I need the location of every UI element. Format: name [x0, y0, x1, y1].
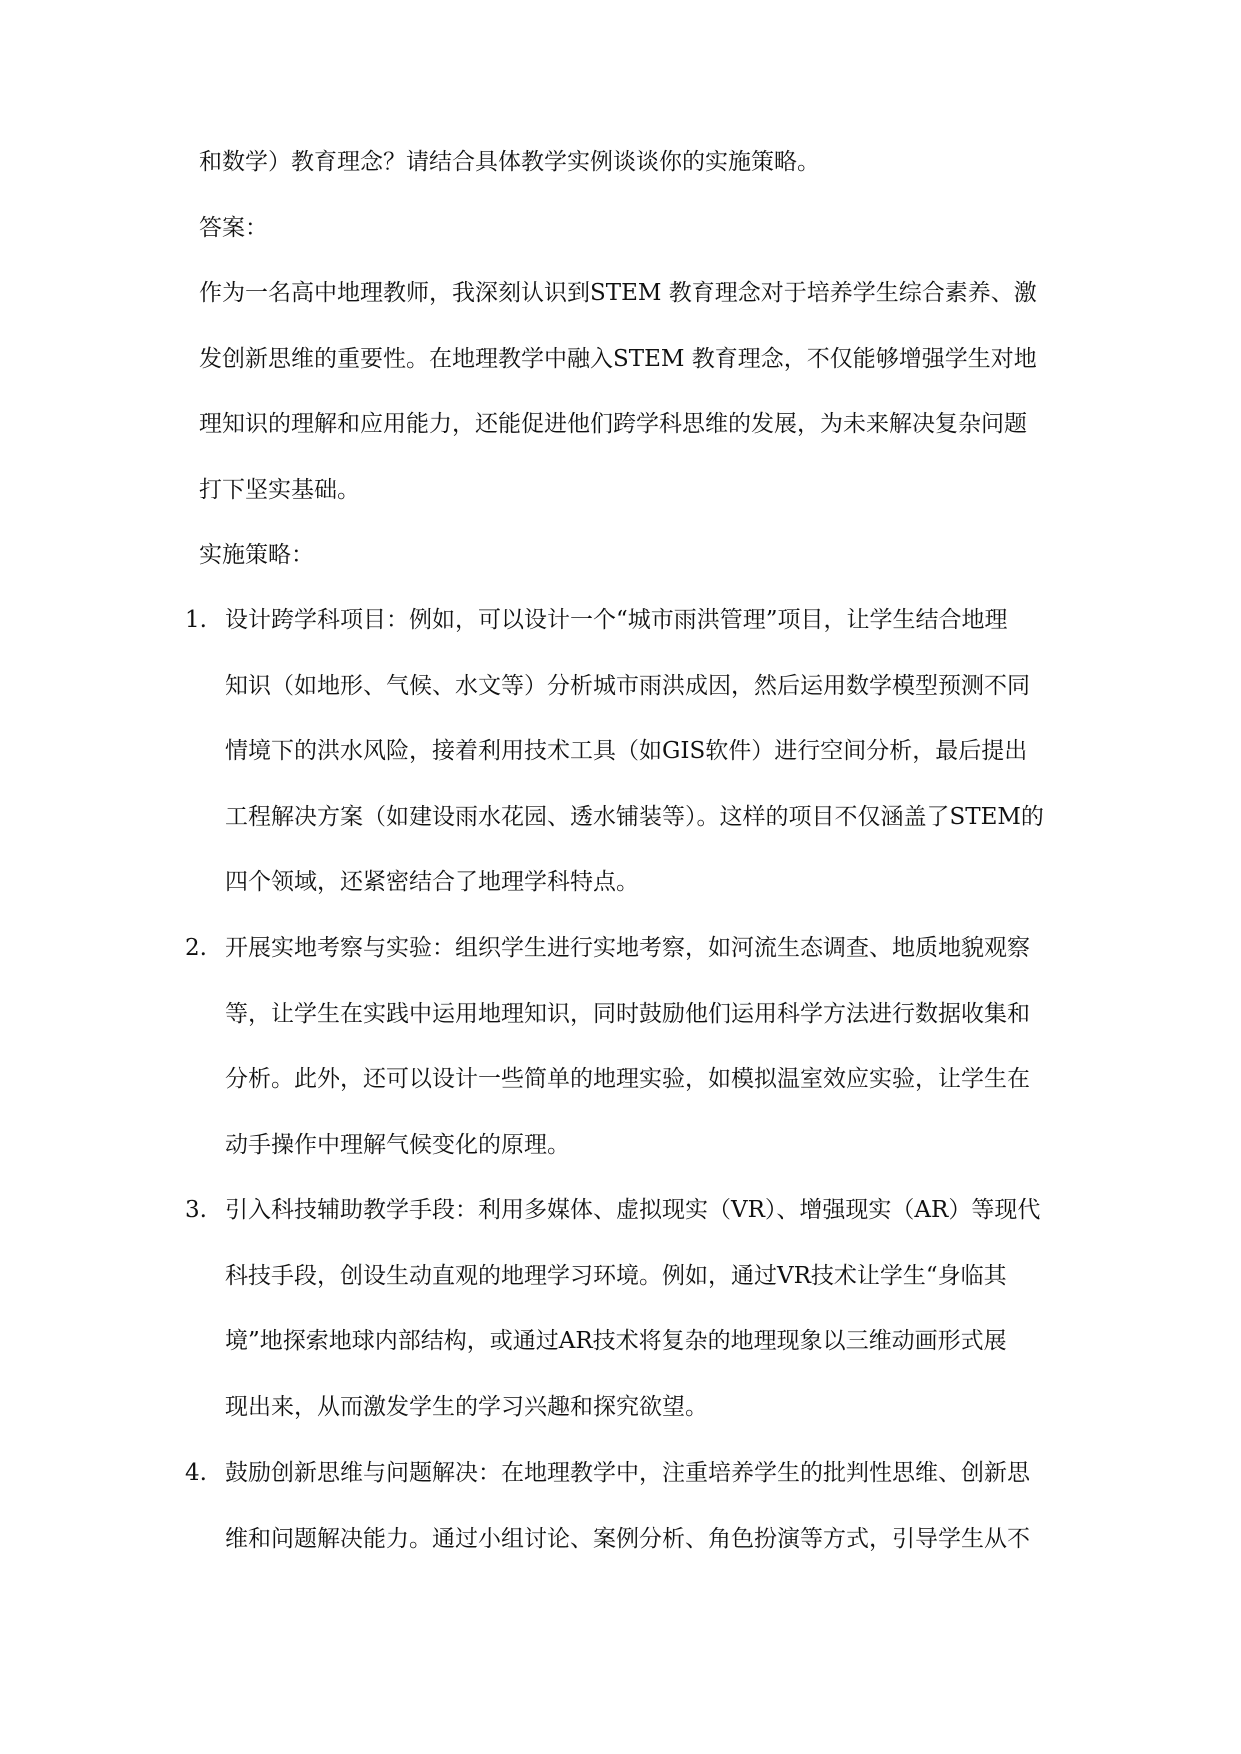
list-item-line: 四个领域，还紧密结合了地理学科特点。 — [225, 869, 639, 895]
list-item-line: 动手操作中理解气候变化的原理。 — [225, 1131, 570, 1158]
list-item-line: 设计跨学科项目：例如，可以设计一个“城市雨洪管理”项目，让学生结合地理 — [225, 607, 1008, 633]
list-item-text — [225, 1441, 1085, 1572]
answer-label: 答案： — [199, 215, 268, 241]
list-item-number: 2. — [185, 935, 207, 961]
list-item-line: 情境下的洪水风险，接着利用技术工具（如GIS软件）进行空间分析，最后提出 — [225, 738, 1028, 764]
list-item-line: 境”地探索地球内部结构，或通过AR技术将复杂的地理现象以三维动画形式展 — [225, 1328, 1007, 1354]
question-tail-text: 和数学）教育理念？请结合具体教学实例谈谈你的实施策略。 — [199, 149, 820, 175]
list-item-line: 知识（如地形、气候、水文等）分析城市雨洪成因，然后运用数学模型预测不同 — [225, 672, 1030, 699]
strategy-label: 实施策略： — [199, 542, 314, 568]
list-item-line: 现出来，从而激发学生的学习兴趣和探究欲望。 — [225, 1393, 708, 1420]
list-item-line: 工程解决方案（如建设雨水花园、透水铺装等）。这样的项目不仅涵盖了STEM的 — [225, 803, 1044, 830]
intro-line: 作为一名高中地理教师，我深刻认识到STEM 教育理念对于培养学生综合素养、激 — [199, 280, 1037, 306]
list-item-number: 1. — [185, 607, 207, 633]
intro-line: 理知识的理解和应用能力，还能促进他们跨学科思维的发展，为未来解决复杂问题 — [199, 411, 1027, 437]
list-item-line: 开展实地考察与实验：组织学生进行实地考察，如河流生态调查、地质地貌观察 — [225, 935, 1030, 961]
list-item-number: 4. — [185, 1460, 207, 1486]
list-item-text — [225, 588, 1085, 916]
list-item-line: 维和问题解决能力。通过小组讨论、案例分析、角色扮演等方式，引导学生从不 — [225, 1525, 1030, 1552]
list-item-text — [225, 1178, 1085, 1440]
list-item-text — [225, 916, 1085, 1178]
list-item-line: 科技手段，创设生动直观的地理学习环境。例如，通过VR技术让学生“身临其 — [225, 1262, 1007, 1289]
list-item-number: 3. — [185, 1197, 207, 1223]
list-item-line: 鼓励创新思维与问题解决：在地理教学中，注重培养学生的批判性思维、创新思 — [225, 1460, 1030, 1486]
list-item-line: 分析。此外，还可以设计一些简单的地理实验，如模拟温室效应实验，让学生在 — [225, 1066, 1030, 1092]
intro-line: 发创新思维的重要性。在地理教学中融入STEM 教育理念，不仅能够增强学生对地 — [199, 345, 1037, 372]
intro-paragraph — [199, 261, 1085, 523]
intro-line: 打下坚实基础。 — [199, 476, 360, 503]
list-item-line: 等，让学生在实践中运用地理知识，同时鼓励他们运用科学方法进行数据收集和 — [225, 1000, 1030, 1027]
list-item-line: 引入科技辅助教学手段：利用多媒体、虚拟现实（VR）、增强现实（AR）等现代 — [225, 1197, 1041, 1223]
